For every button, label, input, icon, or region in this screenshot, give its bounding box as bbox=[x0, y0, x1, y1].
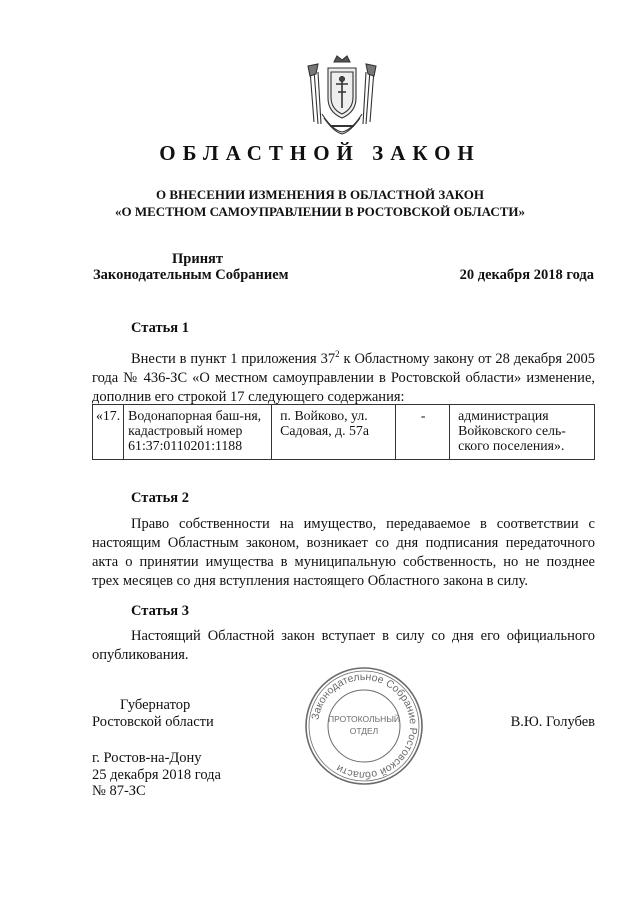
object-cell: Водонапорная баш-ня, кадастровый номер 61:37:0110201:1188 bbox=[124, 405, 272, 460]
article1-text-part2: к Областному закону от 28 декабря 2005 года № 436-ЗС «О местном самоуправлении в Ростовской области» изменение, дополнив его строкой 17 следующего содержания: bbox=[92, 350, 595, 405]
row-number: «17. bbox=[93, 405, 124, 460]
accepted-label: Принят bbox=[172, 251, 224, 267]
article1-heading: Статья 1 bbox=[131, 320, 189, 336]
stamp-ring-text: Законодательное Собрание Ростовской области bbox=[309, 670, 420, 782]
official-stamp bbox=[302, 664, 426, 788]
stamp-center-line1: ПРОТОКОЛЬНЫЙ bbox=[328, 714, 400, 724]
signer-position-line2: Ростовской области bbox=[92, 714, 214, 730]
signing-date: 25 декабря 2018 года bbox=[92, 766, 221, 783]
article2-text bbox=[92, 515, 595, 591]
law-subtitle-line1: О ВНЕСЕНИИ ИЗМЕНЕНИЯ В ОБЛАСТНОЙ ЗАКОН bbox=[156, 187, 484, 202]
article2-text-body: Право собственности на имущество, передаваемое в соответствии с настоящим Областным законом, возникает со дня подписания передаточного акта о принятии имущества в муниципальную собственность, но не позднее трех месяцев со дня вступления настоящего Областного закона в силу. bbox=[92, 516, 595, 589]
article1-superscript: 2 bbox=[335, 349, 340, 359]
adopting-body: Законодательным Собранием bbox=[93, 267, 289, 283]
article3-heading: Статья 3 bbox=[131, 603, 189, 619]
article3-text bbox=[92, 627, 595, 665]
article1-text bbox=[92, 345, 595, 407]
article3-text-body: Настоящий Областной закон вступает в силу со дня его официального опубликования. bbox=[92, 628, 595, 663]
article2-heading: Статья 2 bbox=[131, 490, 189, 506]
adoption-date: 20 декабря 2018 года bbox=[459, 267, 594, 283]
stamp-center-line2: ОТДЕЛ bbox=[349, 726, 379, 736]
address-cell: п. Войково, ул. Садовая, д. 57а bbox=[272, 405, 396, 460]
article1-text-part1: Внести в пункт 1 приложения 37 bbox=[131, 350, 336, 367]
signer-name: В.Ю. Голубев bbox=[510, 714, 595, 730]
signer-position-line1: Губернатор bbox=[120, 697, 191, 713]
amendment-table bbox=[92, 404, 595, 460]
table-row bbox=[93, 405, 595, 460]
extra-cell: - bbox=[396, 405, 450, 460]
coat-of-arms-icon bbox=[304, 52, 380, 138]
law-subtitle-line2: «О МЕСТНОМ САМОУПРАВЛЕНИИ В РОСТОВСКОЙ ОБЛАСТИ» bbox=[115, 204, 525, 219]
law-title: ОБЛАСТНОЙ ЗАКОН bbox=[159, 141, 481, 165]
law-number: № 87-ЗС bbox=[92, 783, 146, 799]
recipient-cell: администрация Войковского сель-ского поселения». bbox=[450, 405, 595, 460]
signing-place-block bbox=[92, 750, 221, 800]
signing-city: г. Ростов-на-Дону bbox=[92, 750, 202, 766]
